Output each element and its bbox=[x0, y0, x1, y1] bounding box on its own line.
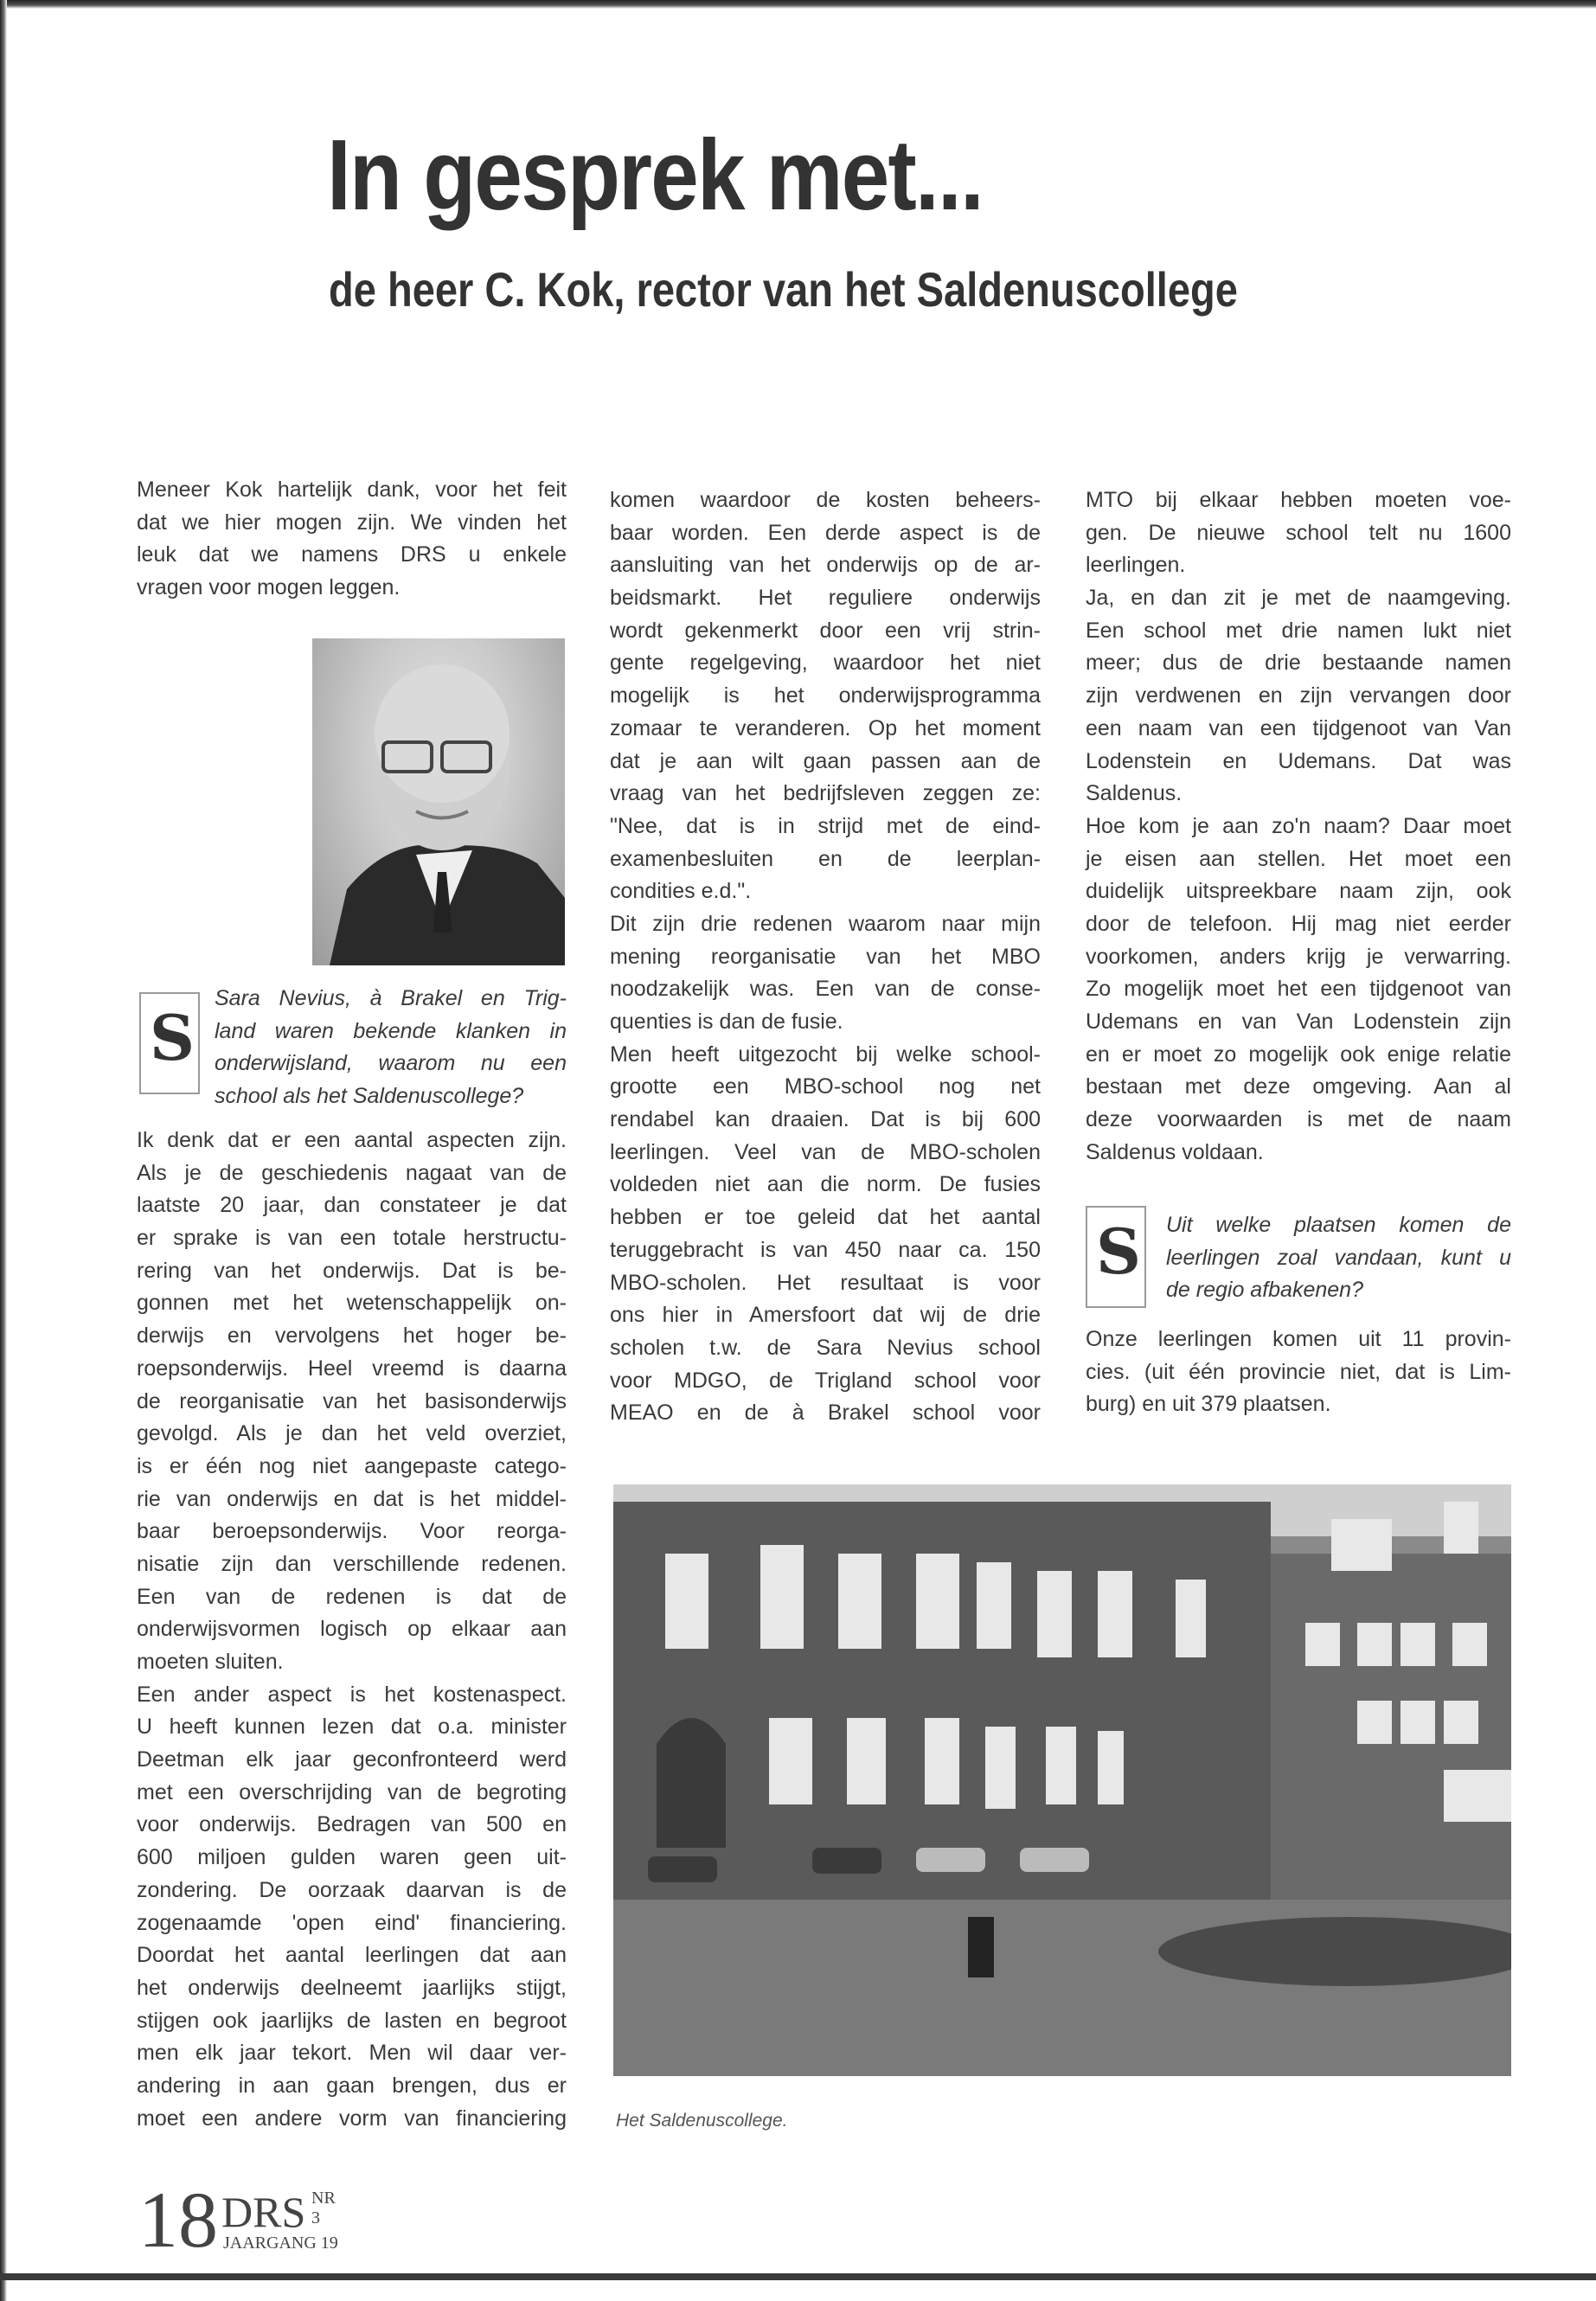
text-line: Udemans en van Van Lodenstein zijn bbox=[1086, 1009, 1511, 1034]
text-line: voldeden niet aan die norm. De fusies bbox=[610, 1172, 1041, 1197]
school-building-photo bbox=[613, 1484, 1511, 2076]
text-line: gente regelgeving, waardoor het niet bbox=[610, 651, 1041, 676]
text-line: dat we hier mogen zijn. We vinden het bbox=[137, 510, 567, 535]
text-line: Een van de redenen is dat de bbox=[137, 1584, 567, 1609]
text-line: stijgen ook jaarlijks de lasten en begroot bbox=[137, 2008, 567, 2033]
text-line: cies. (uit één provincie niet, dat is Lim- bbox=[1086, 1359, 1511, 1384]
text-line: Meneer Kok hartelijk dank, voor het feit bbox=[137, 478, 567, 502]
text-line: een naam van een tijdgenoot van Van bbox=[1086, 715, 1511, 740]
text-line: deze voorwaarden is met de naam bbox=[1086, 1107, 1511, 1132]
text-line: leerlingen zoal vandaan, kunt u bbox=[1166, 1245, 1511, 1270]
text-line: onderwijsland, waarom nu een bbox=[215, 1051, 567, 1076]
text-line: Onze leerlingen komen uit 11 provin- bbox=[1086, 1327, 1511, 1351]
text-line: wordt gekenmerkt door een vrij strin- bbox=[610, 618, 1041, 643]
text-line: Zo mogelijk moet het een tijdgenoot van bbox=[1086, 977, 1511, 1002]
text-line: condities e.d.". bbox=[610, 879, 752, 904]
text-line: teruggebracht is van 450 naar ca. 150 bbox=[610, 1237, 1041, 1262]
text-line: Saldenus. bbox=[1086, 781, 1183, 806]
text-line: er sprake is van een totale herstructu- bbox=[137, 1226, 567, 1251]
text-line: komen waardoor de kosten beheers- bbox=[610, 488, 1041, 512]
text-line: je eisen aan stellen. Het moet een bbox=[1086, 846, 1511, 871]
text-line: is er één nog niet aangepaste catego- bbox=[137, 1453, 567, 1478]
text-line: nisatie zijn dan verschillende redenen. bbox=[137, 1551, 567, 1576]
text-line: derwijs en vervolgens het hoger be- bbox=[137, 1324, 567, 1349]
text-line: voor onderwijs. Bedragen van 500 en bbox=[137, 1812, 567, 1837]
column-3-text bbox=[1086, 484, 1511, 1169]
text-line: land waren bekende klanken in bbox=[215, 1018, 567, 1043]
text-line: examenbesluiten en de leerplan- bbox=[610, 846, 1041, 871]
text-line: Deetman elk jaar geconfronteerd werd bbox=[137, 1747, 567, 1772]
page-edge-bottom bbox=[0, 2273, 1596, 2280]
text-line: vragen voor mogen leggen. bbox=[137, 575, 401, 600]
text-line: bestaan met deze omgeving. Aan al bbox=[1086, 1074, 1511, 1099]
volume-label: JAARGANG 19 bbox=[223, 2234, 338, 2253]
text-line: rie van onderwijs en dat is het middel- bbox=[137, 1486, 567, 1511]
text-line: mening reorganisatie van het MBO bbox=[610, 944, 1041, 969]
page-number: 18 bbox=[138, 2176, 218, 2264]
text-line: Een school met drie namen lukt niet bbox=[1086, 618, 1511, 643]
text-line: laatste 20 jaar, dan constateer je dat bbox=[137, 1193, 567, 1218]
text-line: gevolgd. Als je dan het veld overziet, bbox=[137, 1421, 567, 1446]
text-line: ons hier in Amersfoort dat wij de drie bbox=[610, 1303, 1041, 1328]
text-line: leerlingen. bbox=[1086, 553, 1186, 578]
page-edge-top bbox=[0, 0, 1596, 9]
text-line: Lodenstein en Udemans. Dat was bbox=[1086, 748, 1511, 773]
text-line: zondering. De oorzaak daarvan is de bbox=[137, 1877, 567, 1902]
intro-paragraph bbox=[137, 474, 567, 605]
text-line: meer; dus de drie bestaande namen bbox=[1086, 651, 1511, 676]
text-line: MBO-scholen. Het resultaat is voor bbox=[610, 1270, 1041, 1295]
text-line: leuk dat we namens DRS u enkele bbox=[137, 542, 567, 567]
magazine-name: DRS bbox=[221, 2188, 306, 2236]
text-line: het onderwijs deelneemt jaarlijks stijgt, bbox=[137, 1975, 567, 2000]
text-line: Sara Nevius, à Brakel en Trig- bbox=[215, 986, 567, 1010]
article-title: In gesprek met... bbox=[327, 119, 984, 231]
photo-caption: Het Saldenuscollege. bbox=[616, 2111, 788, 2131]
text-line: quenties is dan de fusie. bbox=[610, 1009, 843, 1034]
text-line: baar beroepsonderwijs. Voor reorga- bbox=[137, 1519, 567, 1544]
text-line: Als je de geschiedenis nagaat van de bbox=[137, 1160, 567, 1185]
text-line: Een ander aspect is het kostenaspect. bbox=[137, 1682, 567, 1707]
text-line: voorkomen, anders krijg je verwarring. bbox=[1086, 944, 1511, 969]
text-line: met een overschrijding van de begroting bbox=[137, 1779, 567, 1804]
text-line: noodzakelijk was. Een van de conse- bbox=[610, 977, 1041, 1002]
text-line: Ik denk dat er een aantal aspecten zijn. bbox=[137, 1128, 567, 1152]
saldenus-logo: S bbox=[139, 992, 200, 1094]
text-line: dat je aan wilt gaan passen aan de bbox=[610, 748, 1041, 773]
text-line: MTO bij elkaar hebben moeten voe- bbox=[1086, 488, 1511, 512]
text-line: de regio afbakenen? bbox=[1166, 1278, 1363, 1303]
text-line: zomaar te veranderen. Op het moment bbox=[610, 715, 1041, 740]
text-line: gonnen met het wetenschappelijk on- bbox=[137, 1291, 567, 1316]
text-line: hebben er toe geleid dat het aantal bbox=[610, 1205, 1041, 1230]
text-line: rering van het onderwijs. Dat is be- bbox=[137, 1258, 567, 1283]
text-line: Uit welke plaatsen komen de bbox=[1166, 1213, 1511, 1237]
text-line: scholen t.w. de Sara Nevius school bbox=[610, 1335, 1041, 1360]
text-line: andering in aan gaan brengen, dus er bbox=[137, 2073, 567, 2098]
text-line: Ja, en dan zit je met de naamgeving. bbox=[1086, 586, 1511, 611]
question-1 bbox=[215, 983, 567, 1113]
saldenus-logo: S bbox=[1086, 1206, 1146, 1308]
text-line: U heeft kunnen lezen dat o.a. minister bbox=[137, 1715, 567, 1740]
text-line: Dit zijn drie redenen waarom naar mijn bbox=[610, 911, 1041, 936]
text-line: gen. De nieuwe school telt nu 1600 bbox=[1086, 520, 1511, 545]
column-2-text bbox=[610, 484, 1041, 1430]
text-line: roepsonderwijs. Heel vreemd is daarna bbox=[137, 1356, 567, 1381]
text-line: burg) en uit 379 plaatsen. bbox=[1086, 1392, 1331, 1417]
issue-number: NR 3 bbox=[311, 2189, 336, 2227]
text-line: baar worden. Een derde aspect is de bbox=[610, 520, 1041, 545]
text-line: "Nee, dat is in strijd met de eind- bbox=[610, 813, 1041, 838]
text-line: grootte een MBO-school nog net bbox=[610, 1074, 1041, 1099]
text-line: Hoe kom je aan zo'n naam? Daar moet bbox=[1086, 813, 1511, 838]
text-line: 600 miljoen gulden waren geen uit- bbox=[137, 1845, 567, 1870]
text-line: MEAO en de à Brakel school voor bbox=[610, 1400, 1041, 1426]
text-line: Doordat het aantal leerlingen dat aan bbox=[137, 1943, 567, 1968]
text-line: vraag van het bedrijfsleven zeggen ze: bbox=[610, 781, 1041, 806]
text-line: aansluiting van het onderwijs op de ar- bbox=[610, 553, 1041, 578]
page-edge-left bbox=[0, 0, 7, 2301]
answer-1 bbox=[137, 1125, 567, 2135]
text-line: duidelijk uitspreekbare naam zijn, ook bbox=[1086, 879, 1511, 904]
text-line: onderwijsvormen logisch op elkaar aan bbox=[137, 1617, 567, 1642]
text-line: moeten sluiten. bbox=[137, 1650, 284, 1674]
text-line: de reorganisatie van het basisonderwijs bbox=[137, 1388, 567, 1413]
portrait-photo bbox=[312, 638, 565, 965]
text-line: beidsmarkt. Het reguliere onderwijs bbox=[610, 586, 1041, 611]
text-line: Men heeft uitgezocht bij welke school- bbox=[610, 1042, 1041, 1067]
text-line: leerlingen. Veel van de MBO-scholen bbox=[610, 1139, 1041, 1164]
text-line: door de telefoon. Hij mag niet eerder bbox=[1086, 911, 1511, 936]
article-subtitle: de heer C. Kok, rector van het Saldenuscollege bbox=[329, 262, 1238, 317]
text-line: voor MDGO, de Trigland school voor bbox=[610, 1368, 1041, 1393]
text-line: moet een andere vorm van financiering bbox=[137, 2106, 567, 2131]
text-line: men elk jaar tekort. Men wil daar ver- bbox=[137, 2041, 567, 2066]
text-line: zijn verdwenen en zijn vervangen door bbox=[1086, 683, 1511, 708]
text-line: school als het Saldenuscollege? bbox=[215, 1084, 524, 1109]
text-line: Saldenus voldaan. bbox=[1086, 1139, 1264, 1164]
text-line: rendabel kan draaien. Dat is bij 600 bbox=[610, 1107, 1041, 1132]
question-2 bbox=[1166, 1209, 1511, 1307]
text-line: mogelijk is het onderwijsprogramma bbox=[610, 683, 1041, 708]
text-line: en er moet zo mogelijk ook enige relatie bbox=[1086, 1042, 1511, 1067]
text-line: zogenaamde 'open eind' financiering. bbox=[137, 1910, 567, 1935]
answer-2 bbox=[1086, 1324, 1511, 1421]
